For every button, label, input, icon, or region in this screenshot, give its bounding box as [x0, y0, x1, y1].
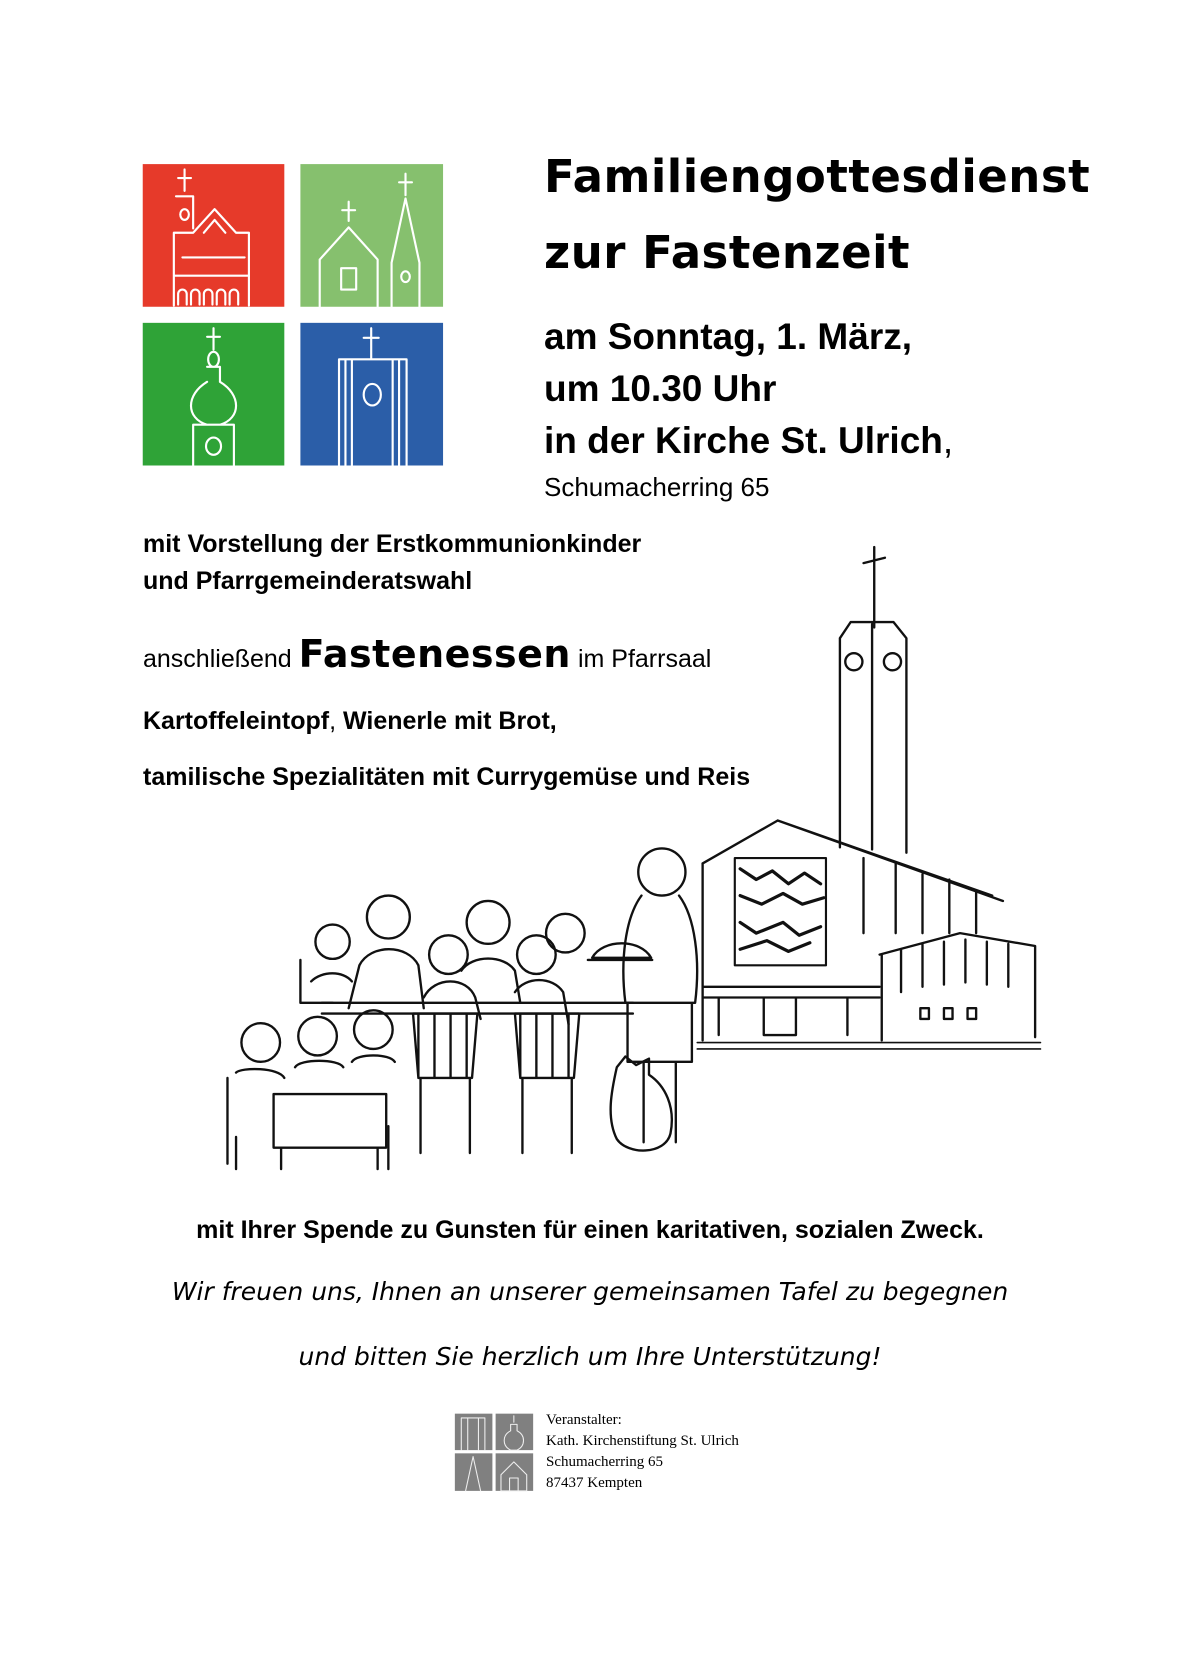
menu-item-stew: Kartoffeleintopf: [143, 707, 330, 735]
church-tower: [840, 622, 906, 853]
organizer-city: 87437 Kempten: [546, 1475, 643, 1491]
organizer-name: Kath. Kirchenstiftung St. Ulrich: [546, 1433, 739, 1449]
parish-logo: [143, 164, 443, 465]
woman-serving-food: [588, 848, 697, 1142]
event-place-comma: ,: [942, 420, 954, 461]
program-line-1: mit Vorstellung der Erstkommunionkinder: [143, 530, 642, 558]
meal-prefix: anschließend: [143, 645, 292, 673]
title-line-2: zur Fastenzeit: [544, 226, 911, 279]
tower-clock: [845, 653, 862, 670]
dog: [611, 1056, 672, 1150]
menu-line-1: [143, 707, 557, 736]
church-tower-cross: [864, 547, 885, 627]
small-table: [274, 1094, 387, 1169]
food-platter: [588, 943, 652, 960]
closing-line-2: und bitten Sie herzlich um Ihre Unterstützung!: [298, 1342, 882, 1371]
menu-separator: ,: [329, 707, 344, 735]
organizer-label: Veranstalter:: [546, 1412, 622, 1428]
closing-line-1: Wir freuen uns, Ihnen an unserer gemeinsamen Tafel zu begegnen: [171, 1277, 1009, 1306]
family-at-table: [300, 896, 632, 1153]
children-at-small-table: [227, 1010, 394, 1169]
ground-line: [697, 1043, 1040, 1049]
meal-highlight: Fastenessen: [298, 632, 571, 676]
church-portico: [703, 987, 880, 1035]
church-nave: [703, 821, 1003, 1041]
event-time: um 10.30 Uhr: [544, 368, 777, 409]
menu-item-sausages: Wienerle mit Brot,: [343, 707, 557, 735]
organizer-logo: [455, 1414, 533, 1491]
logo-tile-red: [143, 164, 285, 307]
event-address: Schumacherring 65: [544, 472, 770, 502]
church-annex: [880, 933, 1036, 1040]
meal-suffix: im Pfarrsaal: [577, 645, 712, 673]
chair: [515, 1014, 579, 1153]
chair: [413, 1014, 477, 1153]
meal-announcement: [143, 632, 711, 676]
event-place-name: in der Kirche St. Ulrich: [544, 420, 943, 461]
event-date: am Sonntag, 1. März,: [544, 316, 913, 357]
menu-line-2: tamilische Spezialitäten mit Currygemüse und Reis: [143, 763, 751, 791]
logo-tile-light-green: [300, 164, 443, 307]
program-line-2: und Pfarrgemeinderatswahl: [143, 567, 473, 595]
title-line-1: Familiengottesdienst: [544, 150, 1091, 203]
event-place: [544, 420, 953, 462]
donation-note: mit Ihrer Spende zu Gunsten für einen karitativen, sozialen Zweck.: [196, 1216, 984, 1244]
organizer-street: Schumacherring 65: [546, 1454, 664, 1470]
